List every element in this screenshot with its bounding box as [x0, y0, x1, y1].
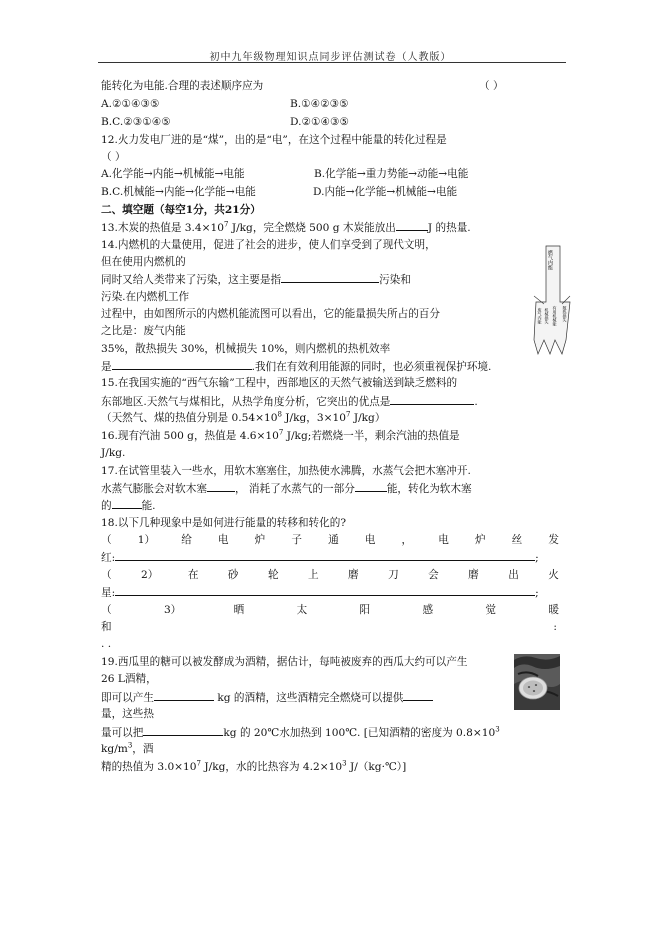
- q18-p3-colon: :: [553, 621, 557, 633]
- q18-p2-w4: 轮: [267, 569, 279, 581]
- q18-p1-w3: 电: [217, 534, 229, 546]
- q18-part3-answer-line: [101, 620, 559, 634]
- q13-text-b: J/kg，完全燃烧 500 g 木炭能放出: [228, 222, 396, 234]
- q12-options-row1: [101, 167, 559, 181]
- q14-line-4: 污染.在内燃机工作: [101, 291, 190, 303]
- q18-p1-w8: ，: [401, 534, 413, 546]
- q14-blank-efficiency[interactable]: [112, 359, 252, 370]
- q11-option-a: A.②①④③⑤: [101, 98, 160, 110]
- q15-exponent-2: 7: [345, 410, 351, 419]
- q17-blank-energy-2[interactable]: [112, 498, 142, 509]
- diagram-label-fuel-energy: 燃气内能: [547, 250, 553, 270]
- q15-exponent-1: 8: [277, 410, 282, 419]
- page-header: 初中九年级物理知识点同步评估测试卷（人教版）: [209, 52, 452, 63]
- q14-line-6: 之比是：废气内能: [101, 325, 186, 337]
- q18-p1-w9: 电: [438, 534, 449, 546]
- q18-p3-dots: . .: [101, 638, 112, 650]
- q18-p3-w3: 太: [296, 604, 308, 616]
- q18-part1-answer-line: [101, 550, 559, 565]
- q15-text-3a: （天然气、煤的热值分别是 0.54×10: [101, 412, 278, 424]
- q18-p1-w5: 子: [291, 534, 302, 546]
- q14-line-1: 14.内燃机的大量使用，促进了社会的进步，使人们享受到了现代文明，: [101, 239, 436, 251]
- q18-p2-semi: ;: [535, 587, 539, 599]
- q12-options-row2: [101, 185, 559, 199]
- q18-p1-w4: 炉: [254, 534, 266, 546]
- q18-p1-w12: 发: [548, 534, 559, 546]
- q16-line-1: [101, 429, 559, 443]
- q18-p2-w2: 在: [187, 569, 199, 581]
- watermelon-image: [514, 654, 560, 710]
- q19-blank-water-mass[interactable]: [143, 725, 223, 736]
- q18-p2-w10: 出: [508, 569, 519, 581]
- q17-text-3b: 能.: [141, 500, 156, 512]
- q17-text-2c: 能，转化为软木塞: [386, 483, 472, 495]
- q17-line-2: [101, 481, 559, 496]
- q16-exponent: 7: [278, 428, 284, 437]
- q18-p1-w1: 1）: [137, 534, 156, 546]
- q19-text-7a: 精的热值为 3.0×10: [101, 761, 197, 773]
- q18-p1-w7: 电: [364, 534, 376, 546]
- q18-blank-2[interactable]: [115, 585, 535, 596]
- diagram-label-heat-loss: 散热损失: [562, 306, 568, 322]
- q18-p3-label: 和: [101, 621, 112, 633]
- q18-blank-1[interactable]: [115, 550, 535, 561]
- q11-stem-line: [101, 79, 559, 93]
- q15-line-3: [101, 411, 559, 425]
- q17-line-3: [101, 498, 559, 513]
- q19-line-5: [101, 725, 559, 740]
- q12-option-d: D.内能→化学能→机械能→电能: [313, 186, 458, 198]
- q19-exponent-4: 3: [342, 759, 347, 768]
- q18-p1-w11: 丝: [511, 534, 523, 546]
- q13-text-c: J 的热量.: [427, 222, 471, 234]
- q17-text-3a: 的: [101, 500, 112, 512]
- q18-p2-w5: 上: [307, 569, 319, 581]
- q17-text-2b: ， 消耗了水蒸气的一部分: [234, 483, 355, 495]
- q15-line-2: [101, 394, 559, 409]
- q19-line-1: 19.西瓜里的糖可以被发酵成为酒精，据估计，每吨被废弃的西瓜大约可以产生: [101, 656, 468, 668]
- q19-text-6b: ，酒: [132, 743, 154, 755]
- q19-text-7c: J/（kg·℃）]: [346, 761, 407, 773]
- q19-text-7b: J/kg，水的比热容为 4.2×10: [201, 761, 343, 773]
- q12-option-b: B.化学能→重力势能→动能→电能: [314, 168, 469, 180]
- q14-line-7: 35%，散热损失 30%，机械损失 10%，则内燃机的热机效率: [101, 343, 391, 355]
- q18-p1-w6: 通: [328, 534, 339, 546]
- q18-part1-line: [101, 533, 559, 547]
- q12-option-a: A.化学能→内能→机械能→电能: [101, 168, 245, 180]
- q13-blank[interactable]: [396, 220, 428, 231]
- q15-text-2a: 东部地区.天然气与煤相比，从热学角度分析，它突出的优点是: [101, 396, 391, 408]
- q17-blank-energy-1[interactable]: [355, 481, 387, 492]
- q14-line-3: [101, 272, 516, 287]
- q19-line-2: 26 L酒精，: [101, 673, 157, 685]
- q19-text-5b: kg 的 20℃水加热到 100℃. [已知酒精的密度为 0.8×10: [223, 727, 496, 739]
- q14-line-8: [101, 359, 559, 374]
- q15-blank-advantage[interactable]: [390, 394, 474, 405]
- q18-p1-w10: 炉: [474, 534, 486, 546]
- q19-exponent-3: 7: [196, 759, 202, 768]
- q18-p2-w7: 刀: [388, 569, 399, 581]
- q14-blank-pollution-1[interactable]: [281, 272, 379, 283]
- q13-exponent: 7: [223, 220, 229, 229]
- q18-p2-label: 星:: [101, 587, 116, 599]
- q18-part2-answer-line: [101, 585, 559, 600]
- q16-line-2: J/kg.: [101, 447, 126, 459]
- q11-option-c: B.C.②③①④⑤: [101, 116, 171, 128]
- q15-text-2b: .: [474, 396, 478, 408]
- energy-flow-diagram: [530, 244, 576, 357]
- q19-blank-mass[interactable]: [154, 690, 214, 701]
- q12-option-c: B.C.机械能→内能→化学能→电能: [101, 186, 256, 198]
- q11-options-row2: [101, 115, 559, 129]
- q14-text-3b: 污染和: [379, 274, 411, 286]
- q12-answer-paren: （ ）: [101, 151, 126, 163]
- q19-line-3: [101, 690, 559, 705]
- q19-text-5a: 量可以把: [101, 727, 144, 739]
- q18-p1-w2: 给: [181, 534, 192, 546]
- q11-stem: 能转化为电能.合理的表述顺序应为: [101, 80, 264, 92]
- q18-p3-w7: 暖: [548, 604, 559, 616]
- diagram-label-exhaust: 废气内能: [537, 308, 543, 324]
- diagram-label-mechanical-loss: 机械损失: [544, 308, 550, 324]
- q18-p1-label: 红:: [101, 552, 116, 564]
- q16-text-1a: 16.现有汽油 500 g，热值是 4.6×10: [101, 430, 279, 442]
- q18-p1-w0: （: [101, 534, 112, 546]
- q17-line-1: 17.在试管里装入一些水，用软木塞塞住，加热使水沸腾，水蒸气会把木塞冲开.: [101, 465, 471, 477]
- q18-p2-w0: （: [101, 569, 112, 581]
- q18-p2-w3: 砂: [227, 569, 239, 581]
- q19-exponent-2: 3: [127, 741, 133, 750]
- q15-text-3c: J/kg）: [350, 412, 386, 424]
- q13-line: [101, 220, 559, 235]
- q19-line-4: 量，这些热: [101, 708, 154, 720]
- diagram-label-useful-work: 有用机械能: [552, 306, 558, 326]
- q11-answer-paren: （ ）: [479, 80, 504, 92]
- q18-p2-w8: 会: [428, 569, 439, 581]
- q19-line-6: [101, 742, 559, 756]
- q11-option-b: B.①④②③⑤: [290, 98, 349, 110]
- q18-p3-w6: 觉: [485, 604, 496, 616]
- q18-p2-w1: 2）: [141, 569, 159, 581]
- q18-p3-w5: 感: [422, 604, 434, 616]
- q14-text-8b: .我们在有效利用能源的同时，也必须重视保护环境.: [251, 361, 492, 373]
- q12-stem: 12.火力发电厂进的是“煤”，出的是“电”，在这个过程中能量的转化过程是: [101, 134, 447, 146]
- q18-p1-semi: ;: [535, 552, 539, 564]
- q17-text-2a: 水蒸气膨胀会对软木塞: [101, 483, 207, 495]
- q11-options-row1: [101, 97, 559, 111]
- q14-text-8a: 是: [101, 361, 112, 373]
- q19-text-6a: kg/m: [101, 743, 128, 755]
- q18-part2-line: [101, 568, 559, 582]
- q18-p2-w6: 磨: [348, 569, 359, 581]
- q19-line-7: [101, 760, 559, 774]
- q18-p2-w9: 磨: [468, 569, 479, 581]
- q14-text-3a: 同时又给人类带来了污染，这主要是指: [101, 274, 282, 286]
- q18-stem: 18.以下几种现象中是如何进行能量的转移和转化的?: [101, 517, 346, 529]
- q18-p3-w1: 3）: [163, 604, 182, 616]
- q18-p2-w11: 火: [548, 569, 559, 581]
- q15-line-1: 15.在我国实施的“西气东输”工程中，西部地区的天然气被输送到缺乏燃料的: [101, 377, 458, 389]
- q18-p3-w0: （: [101, 604, 112, 616]
- q16-text-1b: J/kg;若燃烧一半，剩余汽油的热值是: [283, 430, 460, 442]
- q19-blank-heat[interactable]: [403, 690, 433, 701]
- q19-exponent-1: 3: [495, 725, 500, 734]
- q11-option-d: D.②①④③⑤: [290, 116, 349, 128]
- q15-text-3b: J/kg，3×10: [281, 412, 346, 424]
- q14-line-2: 但在使用内燃机的: [101, 256, 186, 268]
- q13-text-a: 13.木炭的热值是 3.4×10: [101, 222, 224, 234]
- section-title: 二、填空题（每空1分，共21分）: [101, 204, 261, 216]
- q18-p3-w2: 晒: [233, 604, 245, 616]
- q18-part3-line: [101, 603, 559, 617]
- q17-blank-work[interactable]: [207, 481, 235, 492]
- q18-p3-w4: 阳: [359, 604, 371, 616]
- q19-text-3b: kg 的酒精，这些酒精完全燃烧可以提供: [213, 692, 404, 704]
- q14-line-5: 过程中，由如图所示的内燃机能流图可以看出，它的能量损失所占的百分: [101, 308, 440, 320]
- q19-text-3a: 即可以产生: [101, 692, 154, 704]
- header-rule: [98, 62, 566, 63]
